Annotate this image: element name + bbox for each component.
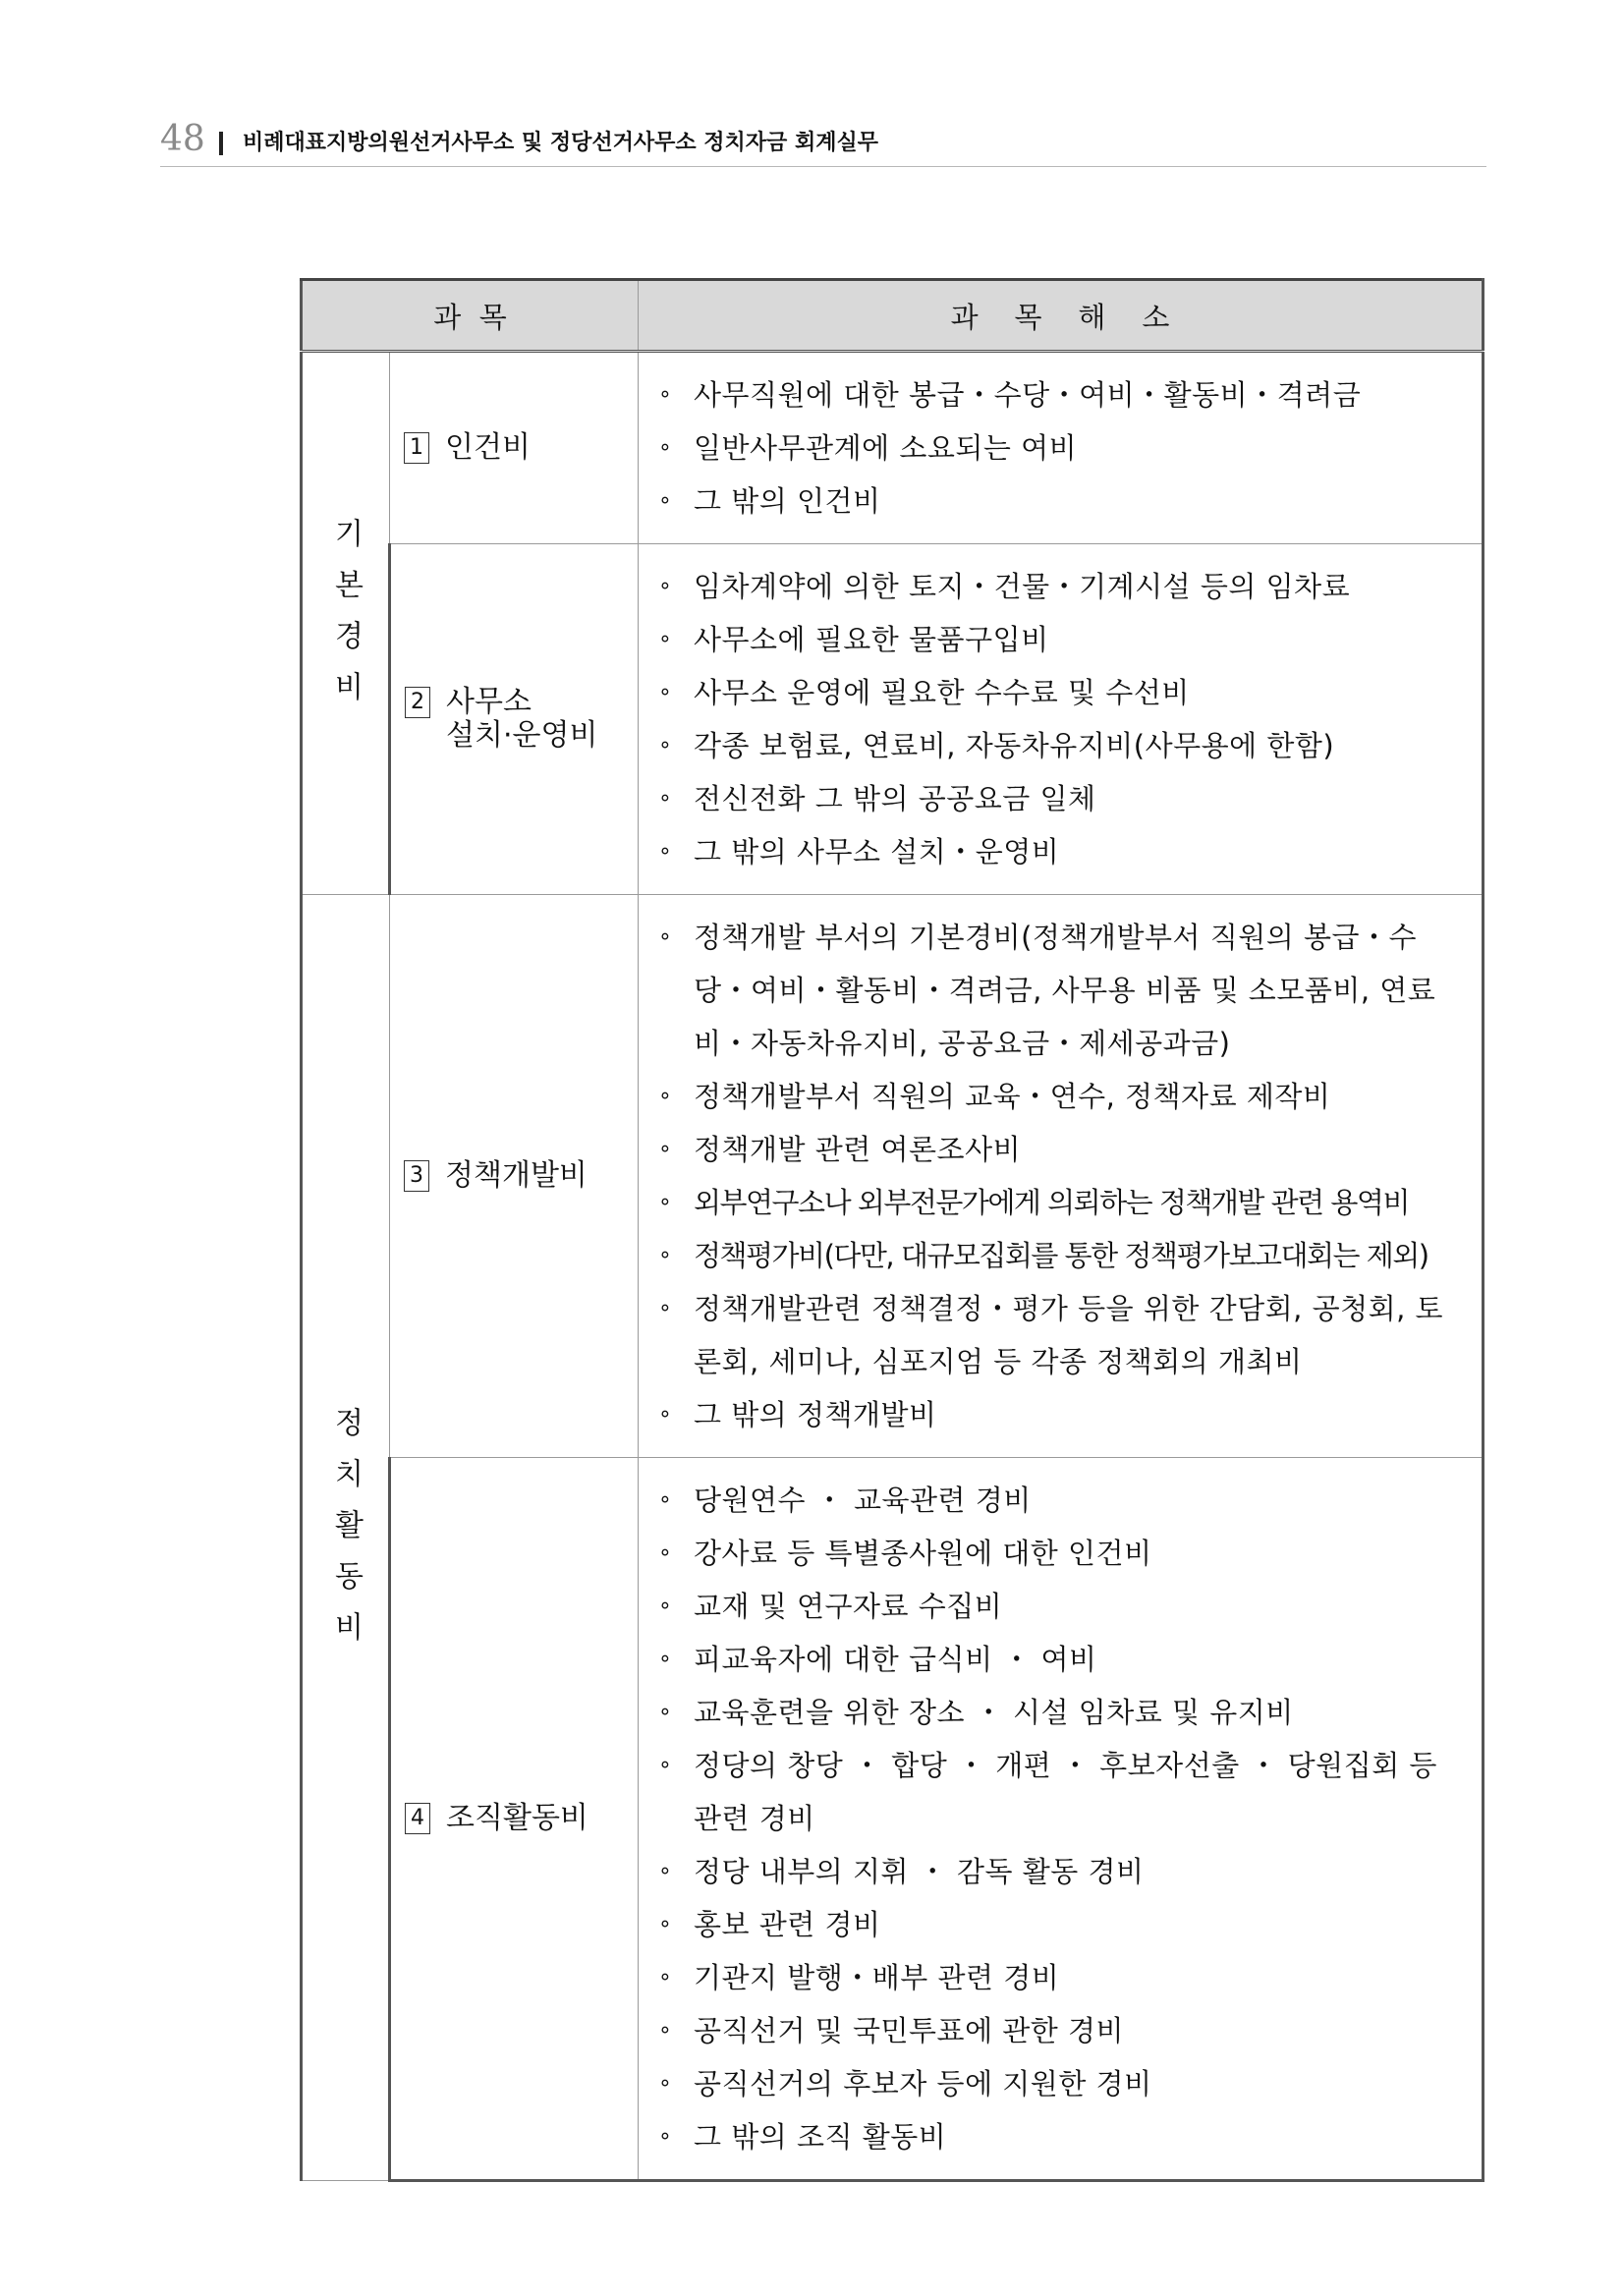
list-item: ∘ 정당 내부의 지휘 ・ 감독 활동 경비 [658,1855,1145,1888]
category-cell-political-activity [302,895,390,2181]
table-row [302,1458,1484,2181]
list-item: ∘ 당원연수 ・ 교육관련 경비 [658,1484,1032,1517]
table-row [302,895,1484,1458]
list-item: ∘ 사무소에 필요한 물품구입비 [658,623,1049,656]
item-label: 인건비 [445,430,531,465]
item-cell-policy-development [390,895,639,1458]
list-item: ∘ 기관지 발행・배부 관련 경비 [658,1961,1060,1994]
item-number-box: 2 [405,687,430,718]
category-label: 정치활동비 [328,1406,364,1662]
detail-cell [639,352,1484,544]
subject-table [300,278,1484,2182]
detail-cell [639,544,1484,895]
list-item: ∘ 그 밖의 사무소 설치・운영비 [658,835,1060,868]
item-cell-office [390,544,639,895]
item-label: 조직활동비 [446,1801,588,1835]
list-item: ∘ 전신전화 그 밖의 공공요금 일체 [658,782,1096,815]
table-row [302,544,1484,895]
list-item: ∘ 정책개발부서 직원의 교육・연수, 정책자료 제작비 [658,1080,1331,1113]
list-item: ∘ 정책개발 관련 여론조사비 [658,1133,1022,1166]
table-header-row [302,280,1484,352]
list-item: ∘ 그 밖의 조직 활동비 [658,2120,947,2154]
list-item: ∘ 교육훈련을 위한 장소 ・ 시설 임차료 및 유지비 [658,1696,1294,1729]
list-item: ∘ 사무직원에 대한 봉급・수당・여비・활동비・격려금 [658,378,1362,412]
item-cell-personnel [390,352,639,544]
item-cell-organization [390,1458,639,2181]
list-item: ∘ 피교육자에 대한 급식비 ・ 여비 [658,1643,1097,1676]
list-item: ∘ 강사료 등 특별종사원에 대한 인건비 [658,1537,1152,1570]
item-number-box: 3 [404,1160,429,1192]
detail-cell [639,895,1484,1458]
category-label: 기본경비 [328,518,364,722]
running-title: 비례대표지방의원선거사무소 및 정당선거사무소 정치자금 회계실무 [243,130,878,155]
table-row [302,352,1484,544]
list-item: ∘ 정당의 창당 ・ 합당 ・ 개편 ・ 후보자선출 ・ 당원집회 등 관련 경비 [658,1749,1437,1835]
header-separator [219,132,223,155]
detail-list [658,911,1470,1441]
col-header-description: 과 목 해 소 [639,280,1484,352]
list-item: ∘ 정책개발관련 정책결정・평가 등을 위한 간담회, 공청회, 토론회, 세미나, 심포지엄 등 각종 정책회의 개최비 [658,1292,1444,1378]
list-item: ∘ 홍보 관련 경비 [658,1908,881,1941]
list-item: ∘ 외부연구소나 외부전문가에게 의뢰하는 정책개발 관련 용역비 [658,1186,1409,1219]
list-item: ∘ 사무소 운영에 필요한 수수료 및 수선비 [658,676,1190,709]
category-cell-basic-expenses [302,352,390,895]
detail-cell [639,1458,1484,2181]
item-number-box: 1 [404,432,429,464]
item-number-box: 4 [405,1803,430,1834]
list-item: ∘ 그 밖의 정책개발비 [658,1398,937,1431]
list-item: ∘ 정책평가비(다만, 대규모집회를 통한 정책평가보고대회는 제외) [658,1239,1428,1272]
list-item: ∘ 교재 및 연구자료 수집비 [658,1590,1003,1623]
item-label: 사무소 설치·운영비 [446,685,598,753]
list-item: ∘ 정책개발 부서의 기본경비(정책개발부서 직원의 봉급・수당・여비・활동비・격려금, 사무용 비품 및 소모품비, 연료비・자동차유지비, 공공요금・제세공과금) [658,921,1436,1060]
list-item: ∘ 임차계약에 의한 토지・건물・기계시설 등의 임차료 [658,570,1351,603]
list-item: ∘ 공직선거의 후보자 등에 지원한 경비 [658,2067,1152,2100]
item-label: 정책개발비 [445,1158,588,1193]
detail-list [658,368,1470,528]
page-header [160,116,1486,167]
list-item: ∘ 각종 보험료, 연료비, 자동차유지비(사무용에 한함) [658,729,1335,762]
col-header-subject: 과 목 [302,280,639,352]
page-number: 48 [160,119,205,159]
detail-list [658,560,1470,878]
list-item: ∘ 그 밖의 인건비 [658,484,881,518]
list-item: ∘ 공직선거 및 국민투표에 관한 경비 [658,2014,1125,2047]
detail-list [658,1474,1470,2163]
list-item: ∘ 일반사무관계에 소요되는 여비 [658,431,1078,465]
